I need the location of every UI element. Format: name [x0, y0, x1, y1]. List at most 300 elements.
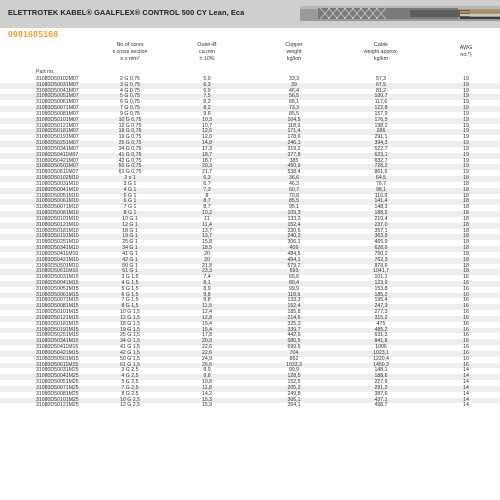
part-no-cell: 31080D50181M15 — [36, 320, 79, 327]
awg-cell: 16 — [463, 314, 469, 321]
outer-diameter-cell: 8 — [205, 192, 209, 199]
outer-diameter-cell: 13,7 — [201, 233, 213, 240]
cores-cell: 12 G 1 — [122, 221, 138, 228]
part-no-cell: 31080D50101M15 — [36, 309, 79, 316]
outer-diameter-cell: 7,5 — [203, 93, 211, 100]
cable-weight-cell: 122,8 — [374, 105, 388, 112]
part-no-cell: 31080D50071M25 — [36, 384, 79, 391]
outer-diameter-cell: 8,2 — [203, 105, 211, 112]
awg-cell: 14 — [463, 373, 469, 380]
copper-weight-cell: 538,4 — [287, 169, 301, 176]
cores-cell: 25 G 1 — [122, 239, 138, 246]
awg-cell: 18 — [463, 186, 469, 193]
outer-diameter-cell: 5,9 — [203, 76, 211, 82]
outer-diameter-cell: 15,4 — [201, 326, 213, 333]
awg-cell: 16 — [463, 332, 469, 339]
cores-cell: 41 G 1 — [122, 250, 138, 257]
outer-diameter-cell: 6,3 — [203, 175, 211, 182]
outer-diameter-cell: 17,8 — [201, 332, 213, 339]
cable-weight-cell: 148,3 — [374, 204, 388, 211]
copper-weight-cell: 699,6 — [287, 344, 301, 351]
awg-cell: 19 — [463, 122, 469, 129]
cable-weight-cell: 176,5 — [374, 116, 388, 123]
part-no-cell: 31080D50251M15 — [36, 332, 79, 339]
part-no-cell: 31080D50191M15 — [36, 326, 79, 333]
part-no-cell: 31080D50051M25 — [36, 379, 79, 386]
copper-weight-cell: 73,3 — [288, 105, 300, 112]
awg-cell: 14 — [463, 384, 469, 391]
cable-weight-cell: 1450,3 — [373, 361, 389, 368]
awg-cell: 16 — [463, 309, 469, 316]
part-no-cell: 31080D50341M07 — [36, 145, 79, 152]
awg-cell: 18 — [463, 250, 469, 257]
part-no-cell: 31080D50181M10 — [36, 227, 79, 234]
part-no-cell: 31080D50101M25 — [36, 396, 79, 403]
cable-weight-cell: 100,7 — [374, 93, 388, 100]
outer-diameter-cell: 8,9 — [203, 367, 211, 374]
cable-weight-cell: 198,2 — [374, 122, 388, 129]
outer-diameter-cell: 18,7 — [201, 151, 213, 158]
part-no-cell: 31080D50102M07 — [36, 76, 79, 82]
awg-cell: 16 — [463, 297, 469, 304]
part-no-cell: 31080D50041M15 — [36, 279, 79, 286]
cable-weight-cell: 1220,4 — [373, 355, 389, 362]
copper-weight-cell: 133,3 — [287, 297, 301, 304]
cores-cell: 5 G 2,5 — [121, 379, 139, 386]
copper-weight-cell: 442,6 — [287, 332, 301, 339]
awg-cell: 18 — [463, 256, 469, 263]
copper-weight-cell: 178,6 — [287, 134, 301, 141]
awg-cell: 19 — [463, 93, 469, 100]
phone-watermark: 0981685168 — [8, 29, 59, 39]
copper-weight-cell: 99,9 — [288, 285, 300, 292]
awg-cell: 16 — [463, 274, 469, 281]
cores-cell: 8 G 1 — [123, 210, 137, 217]
copper-weight-cell: 152,4 — [287, 221, 301, 228]
cores-cell: 4 G 1,5 — [121, 279, 139, 286]
awg-cell: 16 — [463, 279, 469, 286]
copper-weight-cell: 80,4 — [288, 279, 300, 286]
cable-weight-cell: 277,3 — [374, 309, 388, 316]
part-no-cell: 31080D50411M10 — [36, 250, 79, 257]
cable-weight-cell: 861,6 — [374, 169, 388, 176]
col-outer-diameter: Outer-Ø ca.mm ± 10% — [197, 41, 217, 62]
outer-diameter-cell: 20 — [204, 256, 210, 263]
copper-weight-cell: 354,1 — [287, 402, 301, 409]
cores-cell: 19 G 0,75 — [118, 134, 142, 141]
cable-weight-cell: 188,6 — [374, 373, 388, 380]
part-no-cell: 31080D50251M10 — [36, 239, 79, 246]
cores-cell: 10 G 0,75 — [118, 116, 142, 123]
copper-weight-cell: 339,7 — [287, 326, 301, 333]
cable-weight-cell: 185,2 — [374, 291, 388, 298]
copper-weight-cell: 1033,3 — [286, 361, 302, 368]
copper-weight-cell: 33,3 — [288, 76, 300, 82]
copper-weight-cell: 171,4 — [287, 128, 301, 135]
cores-cell: 18 G 1,5 — [120, 320, 140, 327]
cores-cell: 8 G 1,5 — [121, 303, 139, 310]
copper-weight-cell: 152,5 — [287, 379, 301, 386]
cable-weight-cell: 64,5 — [375, 175, 387, 182]
copper-weight-cell: 325,3 — [287, 320, 301, 327]
cable-weight-cell: 315,2 — [374, 314, 388, 321]
cores-cell: 3 G 1,5 — [121, 274, 139, 281]
awg-cell: 19 — [463, 157, 469, 164]
part-no-cell: 31080D50041M07 — [36, 87, 79, 94]
outer-diameter-cell: 15,4 — [201, 320, 213, 327]
cores-cell: 61 G 1 — [122, 268, 138, 275]
outer-diameter-cell: 12,4 — [201, 309, 213, 316]
outer-diameter-cell: 22,6 — [201, 349, 213, 356]
cores-cell: 2 G 0,75 — [120, 76, 140, 82]
outer-diameter-cell: 12,6 — [201, 128, 213, 135]
awg-cell: 19 — [463, 81, 469, 88]
outer-diameter-cell: 26,6 — [201, 361, 213, 368]
outer-diameter-cell: 14,2 — [201, 390, 213, 397]
copper-weight-cell: 109,3 — [287, 210, 301, 217]
part-no-cell: 31080D50421M15 — [36, 349, 79, 356]
cores-cell: 12 G 2,5 — [120, 402, 140, 409]
awg-cell: 16 — [463, 291, 469, 298]
outer-diameter-cell: 9,8 — [203, 297, 211, 304]
outer-diameter-cell: 24,9 — [201, 355, 213, 362]
cable-weight-cell: 188,5 — [374, 210, 388, 217]
copper-weight-cell: 46,4 — [288, 87, 300, 94]
outer-diameter-cell: 15,3 — [201, 396, 213, 403]
awg-cell: 14 — [463, 402, 469, 409]
cores-cell: 34 G 0,75 — [118, 145, 142, 152]
part-no-cell: 31080D50121M10 — [36, 221, 79, 228]
cores-cell: 7 G 1 — [123, 204, 137, 211]
cores-cell: 19 G 1,5 — [120, 326, 140, 333]
cores-cell: 8 G 2,5 — [121, 390, 139, 397]
awg-cell: 18 — [463, 221, 469, 228]
outer-diameter-cell: 20,3 — [201, 163, 213, 170]
outer-diameter-cell: 8,7 — [203, 204, 211, 211]
cable-weight-cell: 465,9 — [374, 239, 388, 246]
copper-weight-cell: 385 — [289, 157, 299, 164]
copper-weight-cell: 118,9 — [287, 122, 301, 129]
awg-cell: 18 — [463, 175, 469, 182]
copper-weight-cell: 152,4 — [287, 303, 301, 310]
awg-cell: 18 — [463, 233, 469, 240]
cores-cell: 6 G 0,75 — [120, 99, 140, 106]
awg-cell: 18 — [463, 245, 469, 252]
cores-cell: 2 x 1 — [124, 175, 136, 182]
cable-weight-cell: 1023,1 — [373, 349, 389, 356]
outer-diameter-cell: 9,8 — [203, 373, 211, 380]
awg-cell: 14 — [463, 396, 469, 403]
outer-diameter-cell: 11,5 — [202, 303, 212, 310]
cores-cell: 41 G 1,5 — [120, 344, 140, 351]
awg-cell: 16 — [463, 349, 469, 356]
copper-weight-cell: 249,8 — [287, 390, 301, 397]
outer-diameter-cell: 23,3 — [201, 268, 213, 275]
copper-weight-cell: 306,1 — [287, 239, 301, 246]
cores-cell: 7 G 0,75 — [120, 105, 140, 112]
cable-weight-cell: 357,1 — [374, 227, 388, 234]
copper-weight-cell: 185,8 — [287, 309, 301, 316]
awg-cell: 18 — [463, 192, 469, 199]
cores-cell: 10 G 1 — [122, 215, 138, 222]
part-no-cell: 31080D50071M10 — [36, 204, 79, 211]
awg-cell: 14 — [463, 390, 469, 397]
cores-cell: 42 G 1 — [122, 256, 138, 263]
col-copper-weight: Copper weight kg/km — [285, 41, 303, 62]
awg-cell: 19 — [463, 76, 469, 82]
col-cable-weight: Cable weight approx. kg/km — [363, 41, 399, 62]
part-no-cell: 31080D50081M10 — [36, 210, 79, 217]
awg-cell: 18 — [463, 198, 469, 205]
outer-diameter-cell: 17,3 — [201, 145, 213, 152]
copper-weight-cell: 240,2 — [287, 233, 301, 240]
awg-cell: 14 — [463, 367, 469, 374]
part-no-cell: 31080D50421M07 — [36, 157, 79, 164]
outer-diameter-cell: 12,6 — [201, 134, 213, 141]
copper-weight-cell: 693 — [289, 268, 299, 275]
cores-cell: 5 G 0,75 — [120, 93, 140, 100]
cores-cell: 10 G 2,5 — [120, 396, 140, 403]
outer-diameter-cell: 13,7 — [201, 227, 213, 234]
copper-weight-cell: 65,6 — [288, 274, 300, 281]
cores-cell: 3 G 0,75 — [120, 81, 140, 88]
cores-cell: 7 G 2,5 — [121, 384, 139, 391]
cable-weight-cell: 157,9 — [374, 110, 388, 117]
cable-weight-cell: 141,4 — [374, 198, 388, 205]
outer-diameter-cell: 12,8 — [201, 314, 213, 321]
part-no-cell: 31080D50611M10 — [36, 268, 79, 275]
cable-weight-cell: 1041,7 — [373, 268, 389, 275]
awg-cell: 16 — [463, 344, 469, 351]
part-no-cell: 31080D50081M15 — [36, 303, 79, 310]
outer-diameter-cell: 18,7 — [201, 157, 213, 164]
copper-weight-cell: 128,5 — [287, 373, 301, 380]
copper-weight-cell: 409 — [289, 245, 299, 252]
outer-diameter-cell: 10,8 — [201, 379, 213, 386]
part-no-cell: 31080D50051M07 — [36, 93, 79, 100]
awg-cell: 18 — [463, 262, 469, 269]
outer-diameter-cell: 18,5 — [201, 245, 213, 252]
part-no-cell: 31080D50191M07 — [36, 134, 79, 141]
part-no-cell: 31080D50071M15 — [36, 297, 79, 304]
cable-weight-cell: 57,3 — [375, 76, 387, 82]
copper-weight-cell: 377,8 — [287, 151, 301, 158]
cores-cell: 4 G 1 — [123, 186, 137, 193]
copper-weight-cell: 85,5 — [288, 198, 300, 205]
awg-cell: 19 — [463, 145, 469, 152]
outer-diameter-cell: 11,4 — [202, 221, 212, 228]
cores-cell: 25 G 0,75 — [118, 140, 142, 147]
awg-cell: 16 — [463, 361, 469, 368]
cable-weight-cell: 728,2 — [374, 163, 388, 170]
part-no-cell: 31080D50341M15 — [36, 338, 79, 345]
cable-weight-cell: 437,1 — [374, 396, 388, 403]
cable-weight-cell: 631,3 — [374, 332, 388, 339]
part-no-cell: 31080D50051M15 — [36, 285, 79, 292]
copper-weight-cell: 230,6 — [287, 227, 301, 234]
cable-weight-cell: 878,6 — [374, 262, 388, 269]
copper-weight-cell: 494,1 — [287, 256, 301, 263]
part-no-cell: 31080D50061M10 — [36, 198, 79, 205]
cable-weight-cell: 227,6 — [374, 379, 388, 386]
cable-weight-cell: 195,4 — [374, 297, 388, 304]
cable-weight-cell: 76,7 — [375, 180, 387, 187]
cores-cell: 18 G 0,75 — [118, 128, 142, 135]
cable-weight-cell: 475 — [376, 320, 386, 327]
cores-cell: 6 G 1,5 — [121, 291, 139, 298]
cable-weight-cell: 81,2 — [375, 87, 387, 94]
copper-weight-cell: 862 — [289, 355, 299, 362]
part-no-cell: 31080D50501M15 — [36, 355, 79, 362]
copper-weight-cell: 118,9 — [287, 291, 301, 298]
outer-diameter-cell: 7,3 — [203, 186, 211, 193]
part-no-cell: 31080D50071M07 — [36, 105, 79, 112]
cable-weight-cell: 67,5 — [375, 81, 387, 88]
cores-cell: 9 G 0,75 — [120, 110, 140, 117]
table-row — [0, 403, 500, 409]
outer-diameter-cell: 8,2 — [203, 99, 211, 106]
part-no-cell: 31080D50121M15 — [36, 314, 79, 321]
outer-diameter-cell: 10,2 — [201, 210, 213, 217]
cable-weight-cell: 123,9 — [374, 279, 388, 286]
awg-cell: 16 — [463, 338, 469, 345]
cores-cell: 42 G 0,75 — [118, 157, 142, 164]
cores-cell: 25 G 1,5 — [120, 332, 140, 339]
copper-weight-cell: 205,2 — [287, 384, 301, 391]
awg-cell: 16 — [463, 326, 469, 333]
cable-weight-cell: 485,2 — [374, 326, 388, 333]
copper-weight-cell: 133,2 — [287, 215, 301, 222]
col-cores: No.of cores x cross section n x mm² — [112, 41, 148, 62]
cable-weight-cell: 363,9 — [374, 233, 388, 240]
copper-weight-cell: 60,7 — [288, 186, 300, 193]
cores-cell: 50 G 1,5 — [120, 355, 140, 362]
awg-cell: 18 — [463, 215, 469, 222]
cable-weight-cell: 247,3 — [374, 303, 388, 310]
outer-diameter-cell: 10,3 — [201, 116, 213, 123]
cable-weight-cell: 98,1 — [375, 186, 387, 193]
part-no-cell: 31080D50251M07 — [36, 140, 79, 147]
part-no-cell: 31080D50031M15 — [36, 274, 79, 281]
table-header — [0, 28, 500, 76]
product-title: ELETTROTEK KABEL® GAALFLEX® CONTROL 500 CY Lean, Eca — [8, 8, 245, 17]
cores-cell: 50 G 0,75 — [118, 163, 142, 170]
outer-diameter-cell: 20 — [204, 250, 210, 257]
outer-diameter-cell: 15,8 — [201, 239, 213, 246]
part-no-cell: 31080D50061M15 — [36, 291, 79, 298]
outer-diameter-cell: 14,8 — [201, 140, 213, 147]
cable-weight-cell: 117,6 — [374, 99, 388, 106]
part-no-cell: 31080D50031M10 — [36, 180, 79, 187]
cable-weight-cell: 237,0 — [374, 221, 388, 228]
part-no-cell: 31080D50611M15 — [36, 361, 79, 368]
part-no-cell: 31080D50121M07 — [36, 122, 79, 129]
part-no-cell: 31080D50411M15 — [36, 344, 79, 351]
cable-weight-cell: 1006 — [375, 344, 387, 351]
awg-cell: 14 — [463, 379, 469, 386]
outer-diameter-cell: 6,3 — [203, 81, 211, 88]
part-no-cell: 31080D50411M07 — [36, 151, 79, 158]
cores-cell: 61 G 1,5 — [120, 361, 140, 368]
copper-weight-cell: 104,5 — [287, 116, 301, 123]
cable-weight-cell: 841,8 — [374, 338, 388, 345]
copper-weight-cell: 306,1 — [287, 396, 301, 403]
outer-diameter-cell: 15,9 — [201, 402, 213, 409]
part-no-cell: 31080D50041M25 — [36, 373, 79, 380]
awg-cell: 18 — [463, 239, 469, 246]
outer-diameter-cell: 20,9 — [201, 338, 213, 345]
copper-weight-cell: 319,2 — [287, 145, 301, 152]
part-no-cell: 31080D50102M10 — [36, 175, 79, 182]
awg-cell: 19 — [463, 140, 469, 147]
cable-weight-cell: 101,1 — [374, 274, 388, 281]
part-no-cell: 31080D50061M07 — [36, 99, 79, 106]
part-no-cell: 31080D50501M10 — [36, 262, 79, 269]
awg-cell: 16 — [463, 355, 469, 362]
outer-diameter-cell: 9,8 — [203, 291, 211, 298]
outer-diameter-cell: 11 — [204, 215, 210, 222]
cores-cell: 4 G 2,5 — [121, 373, 139, 380]
cores-cell: 10 G 1,5 — [120, 309, 140, 316]
part-no-cell: 31080D50081M07 — [36, 110, 79, 117]
awg-cell: 18 — [463, 180, 469, 187]
awg-cell: 16 — [463, 320, 469, 327]
cores-cell: 7 G 1,5 — [121, 297, 139, 304]
part-no-cell: 31080D50181M07 — [36, 128, 79, 135]
awg-cell: 19 — [463, 128, 469, 135]
cores-cell: 41 G 0,75 — [118, 151, 142, 158]
copper-weight-cell: 39 — [291, 81, 297, 88]
copper-weight-cell: 484,5 — [287, 250, 301, 257]
cores-cell: 50 G 1 — [122, 262, 138, 269]
cable-cutaway-image — [300, 2, 500, 25]
copper-weight-cell: 66,1 — [288, 99, 300, 106]
copper-weight-cell: 70,8 — [288, 192, 300, 199]
cable-weight-cell: 291,2 — [374, 384, 388, 391]
cores-cell: 5 G 1,5 — [121, 285, 139, 292]
copper-weight-cell: 99,9 — [288, 367, 300, 374]
cable-weight-cell: 387,6 — [374, 390, 388, 397]
part-no-cell: 31080D50081M25 — [36, 390, 79, 397]
cable-weight-cell: 498,7 — [374, 402, 388, 409]
copper-weight-cell: 46,3 — [288, 180, 300, 187]
cable-weight-cell: 291,1 — [374, 134, 388, 141]
part-no-cell: 31080D50191M10 — [36, 233, 79, 240]
awg-cell: 19 — [463, 99, 469, 106]
awg-cell: 19 — [463, 151, 469, 158]
part-no-cell: 31080D50051M10 — [36, 192, 79, 199]
cable-weight-cell: 153,8 — [374, 285, 388, 292]
col-part-no: Part no. — [36, 69, 55, 75]
cores-cell: 4 G 0,75 — [120, 87, 140, 94]
copper-weight-cell: 56,5 — [288, 93, 300, 100]
cores-cell: 34 G 1,5 — [120, 338, 140, 345]
awg-cell: 19 — [463, 116, 469, 123]
cable-weight-cell: 623,1 — [374, 151, 388, 158]
outer-diameter-cell: 21,8 — [201, 262, 213, 269]
cores-cell: 3 G 2,5 — [121, 367, 139, 374]
outer-diameter-cell: 21,7 — [201, 169, 213, 176]
cores-cell: 19 G 1 — [122, 233, 138, 240]
cores-cell: 12 G 1,5 — [120, 314, 140, 321]
awg-cell: 18 — [463, 204, 469, 211]
awg-cell: 19 — [463, 163, 469, 170]
part-no-cell: 31080D50101M10 — [36, 215, 79, 222]
cable-weight-cell: 628,6 — [374, 245, 388, 252]
part-no-cell: 31080D50341M10 — [36, 245, 79, 252]
cores-cell: 3 G 1 — [123, 180, 137, 187]
outer-diameter-cell: 6,9 — [203, 87, 211, 94]
